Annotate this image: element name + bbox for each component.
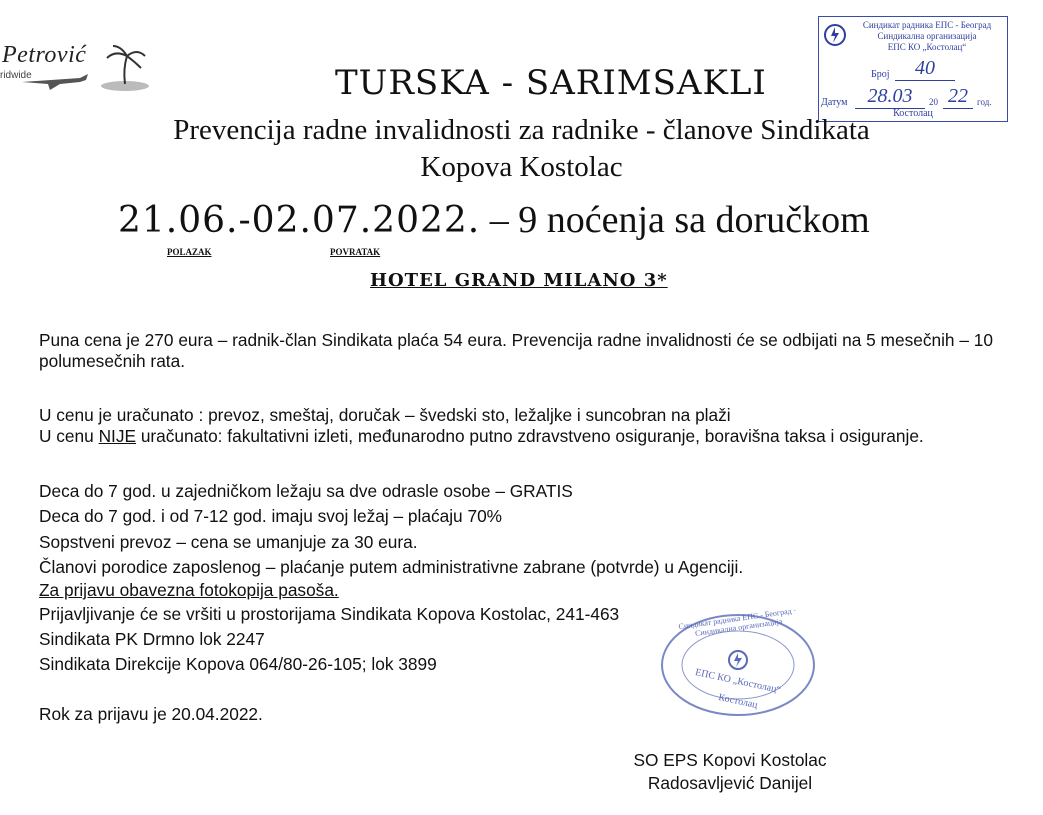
stamp-place: Костолац (893, 108, 933, 119)
registration-stamp (818, 16, 1008, 122)
round-stamp-ring-text: Синдикат радника ЕПС - Београд · Синдикална организација (677, 605, 797, 639)
departure-label: POLAZAK (167, 247, 212, 257)
included-line: U cenu je uračunato : prevoz, smeštaj, doručak – švedski sto, ležaljke i suncobran na plaži (39, 405, 731, 425)
logo-subtext: ridwide (0, 70, 32, 81)
stamp-date-label: Датум (821, 97, 848, 108)
stamp-broj-value: 40 (895, 57, 955, 81)
nights-info: – 9 noćenja sa doručkom (480, 199, 870, 241)
not-included-suffix: uračunato: fakultativni izleti, međunarodno putno zdravstveno osiguranje, boravišna taksa i osiguranje. (136, 426, 924, 446)
agency-logo (0, 40, 150, 98)
signature-org: SO EPS Kopovi Kostolac (633, 750, 827, 770)
nije-emphasis: NIJE (98, 426, 137, 446)
palm-island-icon (95, 44, 150, 94)
deadline-line: Rok za prijavu je 20.04.2022. (39, 704, 263, 724)
stamp-broj-label: Број (871, 69, 890, 80)
not-included-paragraph (39, 426, 1014, 447)
kids-own-bed-line: Deca do 7 god. i od 7-12 god. imaju svoj ležaj – plaćaju 70% (39, 506, 503, 526)
signature-name: Radosavljević Danijel (647, 773, 813, 793)
not-included-prefix: U cenu (39, 426, 99, 446)
stamp-line-2: Синдикална организација (877, 31, 977, 41)
stamp-line-1: Синдикат радника ЕПС - Београд (862, 20, 992, 30)
kids-free-line: Deca do 7 god. u zajedničkom ležaju sa dve odrasle osobe – GRATIS (39, 481, 573, 501)
airplane-icon (20, 70, 90, 90)
date-range: 21.06.-02.07.2022. (118, 200, 481, 241)
trip-dates (118, 198, 870, 242)
stamp-year-value: 22 (943, 85, 973, 109)
own-transport-line: Sopstveni prevoz – cena se umanjuje za 30 eura. (39, 532, 418, 552)
family-members-line: Članovi porodice zaposlenog – plaćanje putem administrativne zabrane (potvrde) u Agenciji. (39, 557, 744, 577)
round-stamp-center-text: ЕПС КО „Костолац“ (694, 667, 782, 696)
page-title: TURSKA - SARIMSAKLI (335, 63, 767, 103)
pk-drmno-line: Sindikata PK Drmno lok 2247 (39, 629, 265, 649)
page-subtitle (0, 112, 1043, 186)
subtitle-text: Prevencija radne invalidnosti za radnike - članove Sindikata Kopova Kostolac (173, 114, 870, 183)
registration-line: Prijavljivanje će se vršiti u prostorijama Sindikata Kopova Kostolac, 241-463 (39, 604, 620, 624)
direkcija-line: Sindikata Direkcije Kopova 064/80-26-105; lok 3899 (39, 654, 437, 674)
stamp-year-prefix: 20 (929, 97, 938, 107)
round-stamp-bottom-text: Костолац (717, 691, 759, 712)
return-label: POVRATAK (330, 247, 381, 257)
signature-block (620, 749, 840, 795)
stamp-date-value: 28.03 (855, 85, 925, 109)
union-round-stamp (658, 605, 818, 720)
logo-name: Petrović (2, 42, 87, 68)
eps-emblem-icon (823, 23, 847, 47)
stamp-god: год. (977, 97, 992, 107)
passport-requirement: Za prijavu obavezna fotokopija pasoša. (39, 580, 339, 600)
stamp-line-3: ЕПС КО „Костолац“ (887, 42, 967, 52)
price-paragraph: Puna cena je 270 eura – radnik-član Sindikata plaća 54 eura. Prevencija radne invalidnosti će se odbijati na 5 mesečnih – 10 polumesečnih rata. (39, 330, 993, 371)
hotel-name: HOTEL GRAND MILANO 3* (370, 270, 668, 291)
